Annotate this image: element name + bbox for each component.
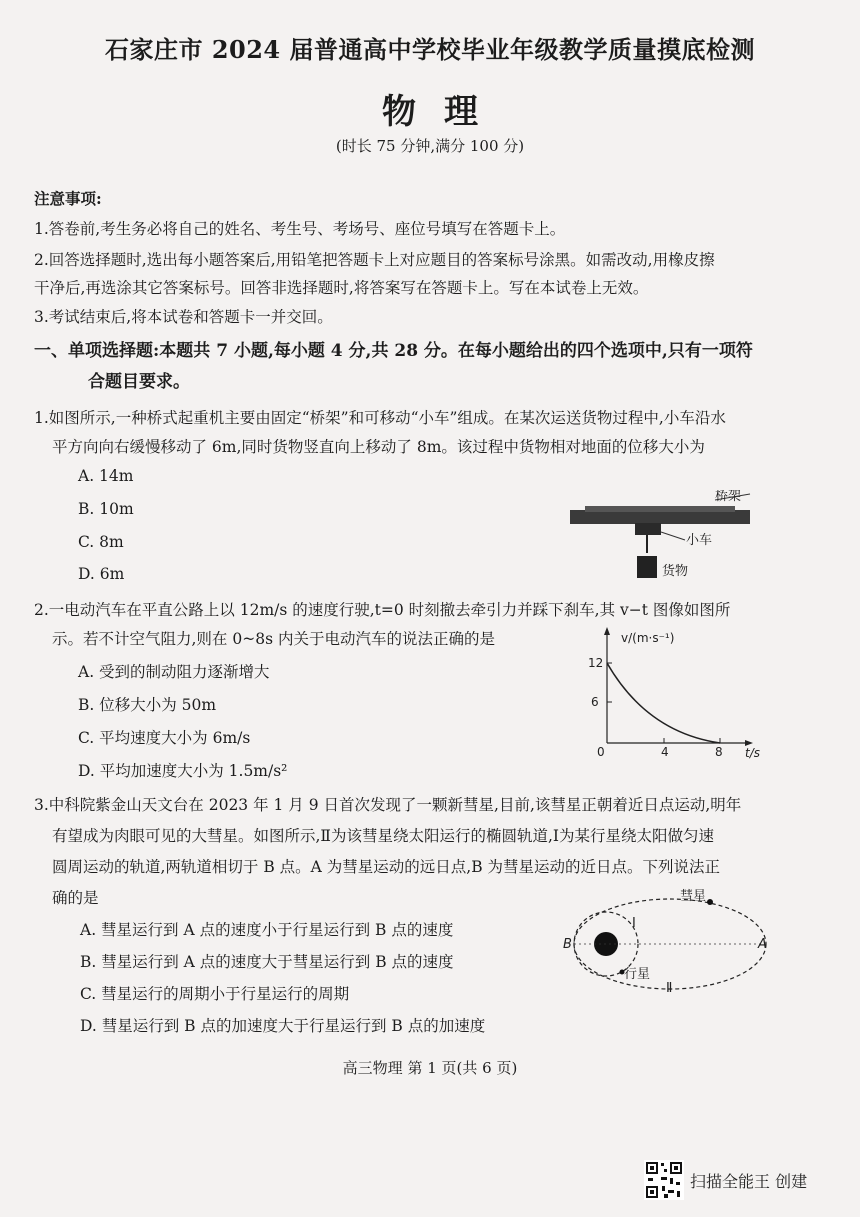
y-axis-arrow: [604, 627, 610, 635]
section-1-heading-line-2: 合题目要求。: [88, 372, 190, 392]
trolley-leader-line: [661, 532, 685, 540]
q2-option-c: C. 平均速度大小为 6m/s: [78, 729, 251, 747]
q1-option-d: D. 6m: [78, 565, 125, 583]
orbit-i-label: Ⅰ: [632, 916, 636, 931]
q3-stem-line-1: 3.中科院紫金山天文台在 2023 年 1 月 9 日首次发现了一颗新彗星,目前,该彗星正朝着近日点运动,明年: [34, 796, 742, 814]
orbit-figure: [560, 880, 780, 1000]
point-b-label: B: [563, 937, 572, 952]
trolley: [635, 523, 661, 535]
notes-item-2-line-1: 2.回答选择题时,选出每小题答案后,用铅笔把答题卡上对应题目的答案标号涂黑。如需改动,用橡皮擦: [34, 251, 715, 269]
notes-item-2-line-2: 干净后,再选涂其它答案标号。回答非选择题时,将答案写在答题卡上。写在本试卷上无效。: [34, 279, 649, 297]
y-tick-6: 6: [591, 695, 599, 709]
bridge-label: 桥架: [715, 490, 742, 504]
q3-stem-line-2: 有望成为肉眼可见的大彗星。如图所示,Ⅱ为该彗星绕太阳运行的椭圆轨道,Ⅰ为某行星绕太阳做匀速: [52, 827, 715, 845]
q3-stem-line-3: 圆周运动的轨道,两轨道相切于 B 点。A 为彗星运动的远日点,B 为彗星运动的近日点。下列说法正: [52, 858, 721, 876]
scanner-watermark: [644, 1160, 807, 1200]
notes-heading: 注意事项:: [34, 189, 102, 208]
q1-option-a: A. 14m: [78, 467, 134, 485]
subject-title: 物理: [382, 92, 506, 132]
velocity-curve: [607, 663, 720, 743]
y-axis-label: v/(m·s⁻¹): [621, 631, 675, 645]
point-a-label: A: [758, 937, 767, 952]
comet: [707, 899, 713, 905]
cargo-label: 货物: [662, 564, 689, 579]
x-axis-label: t/s: [745, 746, 760, 760]
q1-stem-line-2: 平方向向右缓慢移动了 6m,同时货物竖直向上移动了 8m。该过程中货物相对地面的位移大小为: [52, 438, 705, 456]
origin-label: 0: [597, 745, 605, 759]
q2-stem-line-1: 2.一电动汽车在平直公路上以 12m/s 的速度行驶,t=0 时刻撤去牵引力并踩下刹车,其 v−t 图像如图所: [34, 601, 731, 619]
planet-label: 行星: [624, 967, 651, 982]
q2-option-a: A. 受到的制动阻力逐渐增大: [78, 663, 270, 681]
comet-label: 彗星: [680, 889, 707, 904]
orbit-ii-label: Ⅱ: [666, 981, 673, 996]
q1-option-b: B. 10m: [78, 500, 134, 518]
bridge-beam: [570, 510, 750, 524]
crane-figure: [565, 490, 770, 590]
q3-option-a: A. 彗星运行到 A 点的速度小于行星运行到 B 点的速度: [80, 921, 454, 939]
vt-graph: [585, 625, 780, 760]
q3-option-b: B. 彗星运行到 A 点的速度大于彗星运行到 B 点的速度: [80, 953, 454, 971]
q2-option-b: B. 位移大小为 50m: [78, 696, 217, 714]
q1-stem-line-1: 1.如图所示,一种桥式起重机主要由固定“桥架”和可移动“小车”组成。在某次运送货物过程中,小车沿水: [34, 409, 726, 427]
trolley-label: 小车: [686, 533, 713, 548]
cargo-box: [637, 556, 657, 578]
q3-stem-line-4: 确的是: [52, 889, 99, 907]
notes-item-1: 1.答卷前,考生务必将自己的姓名、考生号、考场号、座位号填写在答题卡上。: [34, 220, 566, 238]
bridge-rail: [585, 506, 735, 512]
q3-option-c: C. 彗星运行的周期小于行星运行的周期: [80, 985, 350, 1003]
exam-duration: (时长 75 分钟,满分 100 分): [335, 137, 525, 155]
qr-code-icon: [644, 1160, 684, 1200]
x-tick-4: 4: [661, 745, 669, 759]
section-1-heading-line-1: 一、单项选择题:本题共 7 小题,每小题 4 分,共 28 分。在每小题给出的四个选项中,只有一项符: [34, 341, 753, 361]
exam-title: 石家庄市 2024 届普通高中学校毕业年级教学质量摸底检测: [104, 35, 755, 64]
q2-option-d: D. 平均加速度大小为 1.5m/s²: [78, 762, 288, 780]
scanner-text: 扫描全能王 创建: [690, 1171, 808, 1191]
page-footer: 高三物理 第 1 页(共 6 页): [342, 1059, 518, 1077]
q3-option-d: D. 彗星运行到 B 点的加速度大于行星运行到 B 点的加速度: [80, 1017, 486, 1035]
q1-option-c: C. 8m: [78, 533, 124, 551]
y-tick-12: 12: [588, 656, 604, 670]
q2-stem-line-2: 示。若不计空气阻力,则在 0~8s 内关于电动汽车的说法正确的是: [52, 630, 495, 648]
notes-item-3: 3.考试结束后,将本试卷和答题卡一并交回。: [34, 308, 333, 326]
x-tick-8: 8: [715, 745, 723, 759]
